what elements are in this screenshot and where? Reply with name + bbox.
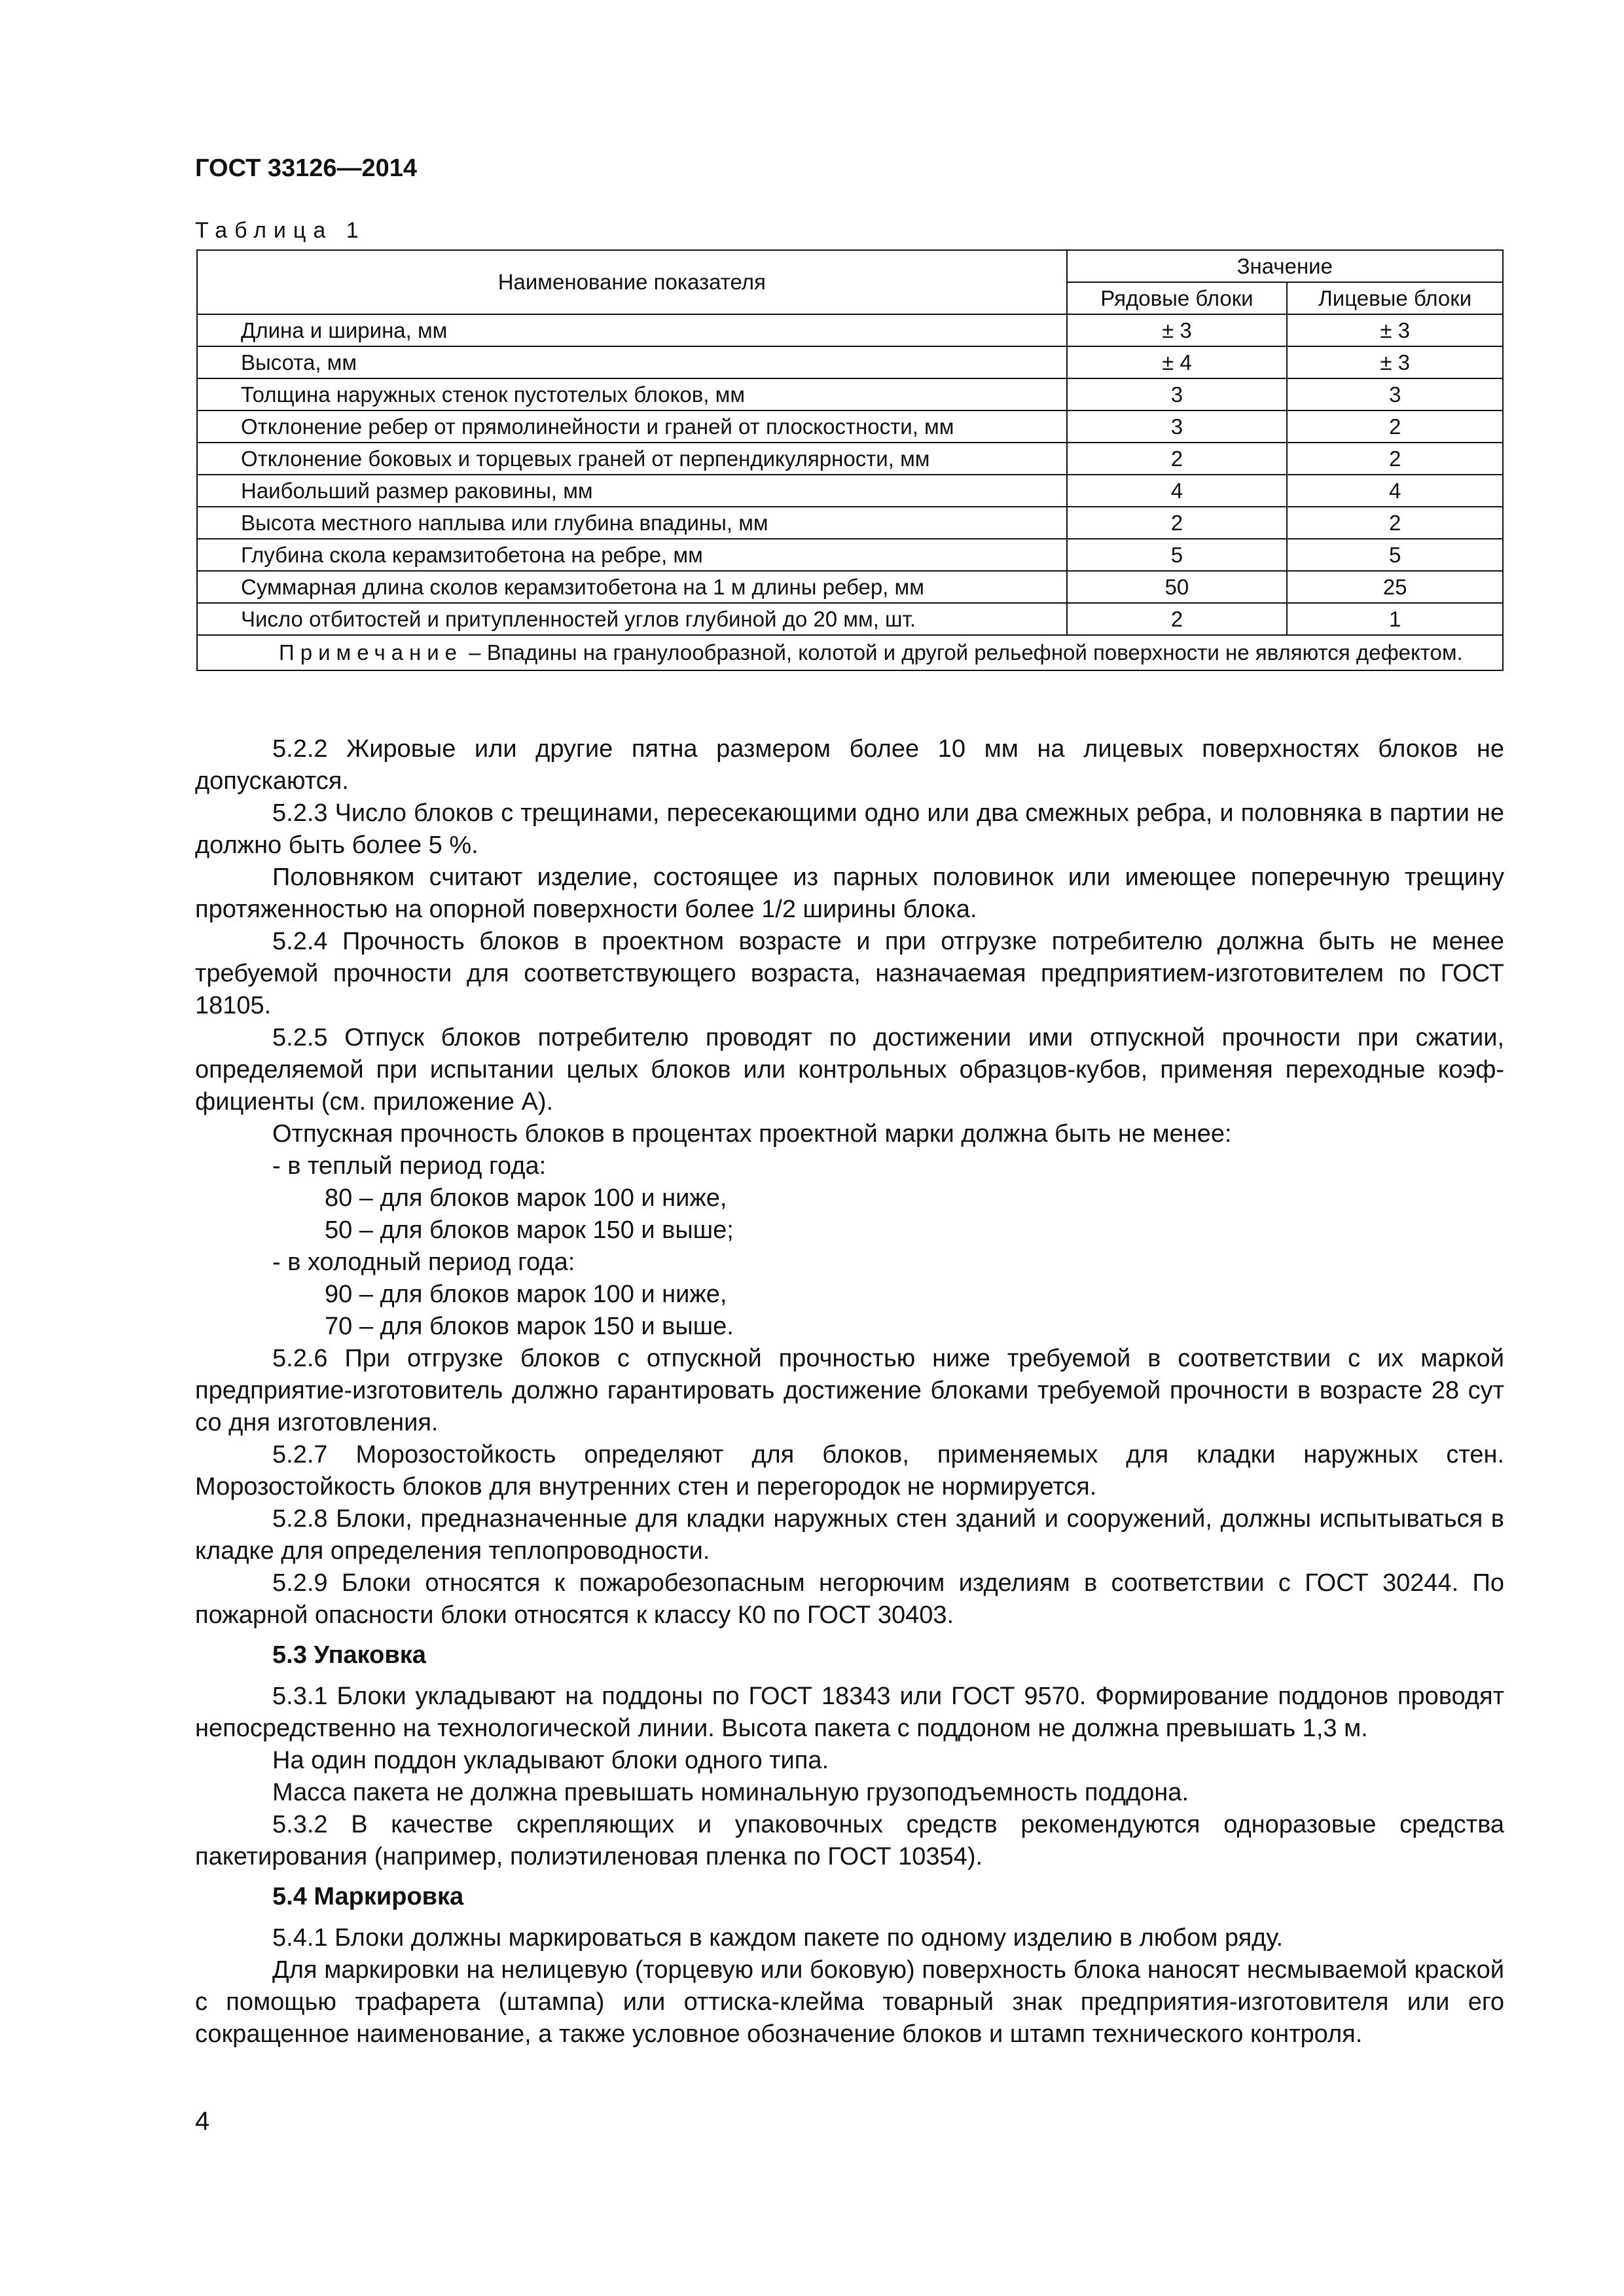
table-row [197,603,1503,635]
paragraph-5-2-3: 5.2.3 Число блоков с трещинами, пересекающими одно или два смежных ребра, и половняка в партии не должно быть более 5 %. [195,799,1504,859]
paragraph-5-3-2: 5.3.2 В качестве скрепляющих и упаковочных средств рекомендуются одноразовые средства пакетирования (например, полиэтиленовая пленка по ГОСТ 10354). [195,1811,1504,1870]
paragraph-5-2-8: 5.2.8 Блоки, предназначенные для кладки наружных стен зданий и сооружений, должны испытываться в кладке для определения теплопроводности. [195,1505,1504,1565]
row-ordinary-value: 4 [1067,475,1288,507]
row-facing-value: 3 [1287,378,1503,410]
row-ordinary-value: 3 [1067,378,1288,410]
row-name: Толщина наружных стенок пустотелых блоков, мм [197,378,1067,410]
row-name: Суммарная длина сколов керамзитобетона на 1 м длины ребер, мм [197,571,1067,603]
table-row [197,507,1503,539]
row-ordinary-value: ± 3 [1067,314,1288,346]
paragraph-mass: Масса пакета не должна превышать номинальную грузоподъемность поддона. [272,1779,1189,1806]
page-number: 4 [195,2107,210,2136]
note-label: Примечание [279,640,463,665]
paragraph-5-3-1: 5.3.1 Блоки укладывают на поддоны по ГОСТ 18343 или ГОСТ 9570. Формирование поддонов проводят непосредственно на технологической линии. Высота пакета с поддоном не должна превышать 1,3 м. [195,1683,1504,1742]
paragraph-one-type: На один поддон укладывают блоки одного типа. [272,1747,829,1774]
paragraph-5-2-6: 5.2.6 При отгрузке блоков с отпускной прочностью ниже требуемой в соответствии с их маркой предприятие-изготовитель должно гарантировать достижение блоками требуемой прочности в возрасте 28 сут со дня изготовления. [195,1345,1504,1436]
row-facing-value: 4 [1287,475,1503,507]
paragraph-otpusk: Отпускная прочность блоков в процентах проектной марки должна быть не менее: [272,1120,1232,1148]
paragraph-5-2-9: 5.2.9 Блоки относятся к пожаробезопасным негорючим изделиям в соответствии с ГОСТ 30244. По пожарной опасности блоки относятся к классу К0 по ГОСТ 30403. [195,1569,1504,1629]
row-facing-value: 25 [1287,571,1503,603]
paragraph-5-2-2: 5.2.2 Жировые или другие пятна размером более 10 мм на лицевых поверхностях блоков не допускаются. [195,735,1504,795]
table-row [197,539,1503,571]
section-heading-5-3: 5.3 Упаковка [272,1641,426,1669]
paragraph-marking: Для маркировки на нелицевую (торцевую или боковую) поверхность блока наносят несмываемой краской с помощью трафарета (штампа) или оттиска-клейма товарный знак предприятия-изготовителя или его сокращенное наименование, а также условное обозначение блоков и штамп технического контроля. [195,1956,1504,2048]
header-ordinary-blocks: Рядовые блоки [1067,282,1288,314]
header-indicator-name: Наименование показателя [197,250,1067,314]
paragraph-5-2-4: 5.2.4 Прочность блоков в проектном возрасте и при отгрузке потребителю должна быть не менее требуемой прочности для соответствующего возраста, назначаемая предприятием-изготовителем по ГОСТ 18105. [195,928,1504,1019]
row-facing-value: ± 3 [1287,314,1503,346]
header-facing-blocks: Лицевые блоки [1287,282,1503,314]
row-facing-value: ± 3 [1287,346,1503,378]
tolerance-table [196,249,1504,671]
table-header-row [197,250,1503,282]
paragraph-5-4-1: 5.4.1 Блоки должны маркироваться в каждом пакете по одному изделию в любом ряду. [272,1924,1284,1952]
list-item: 80 – для блоков марок 100 и ниже, [325,1184,727,1212]
row-name: Отклонение боковых и торцевых граней от перпендикулярности, мм [197,443,1067,475]
paragraph-5-2-7: 5.2.7 Морозостойкость определяют для блоков, применяемых для кладки наружных стен. Морозостойкость блоков для внутренних стен и перегородок не нормируется. [195,1441,1504,1501]
standard-header: ГОСТ 33126—2014 [195,155,418,182]
table-row [197,475,1503,507]
body-text [195,733,1504,2050]
table-caption: Таблица 1 [195,218,366,243]
row-ordinary-value: 5 [1067,539,1288,571]
row-ordinary-value: 2 [1067,443,1288,475]
row-facing-value: 1 [1287,603,1503,635]
paragraph-5-2-5: 5.2.5 Отпуск блоков потребителю проводят по достижении ими отпускной прочности при сжатии, определяемой при испытании целых блоков или контрольных образцов-кубов, применяя переходные коэф-фициенты (см. приложение А). [195,1024,1504,1116]
table-row [197,410,1503,443]
table-row [197,314,1503,346]
table-row [197,378,1503,410]
list-item: 70 – для блоков марок 150 и выше. [325,1313,734,1340]
list-cold-period: - в холодный период года: [272,1248,575,1276]
section-heading-5-4: 5.4 Маркировка [272,1883,464,1910]
row-ordinary-value: ± 4 [1067,346,1288,378]
list-item: 50 – для блоков марок 150 и выше; [325,1216,734,1244]
row-facing-value: 2 [1287,443,1503,475]
row-facing-value: 5 [1287,539,1503,571]
table-note [197,635,1503,670]
table-row [197,571,1503,603]
row-name: Длина и ширина, мм [197,314,1067,346]
row-ordinary-value: 50 [1067,571,1288,603]
row-facing-value: 2 [1287,507,1503,539]
header-value: Значение [1067,250,1503,282]
row-name: Высота местного наплыва или глубина впадины, мм [197,507,1067,539]
row-name: Число отбитостей и притупленностей углов глубиной до 20 мм, шт. [197,603,1067,635]
row-ordinary-value: 3 [1067,410,1288,443]
table-row [197,346,1503,378]
table-note-row [197,635,1503,670]
row-ordinary-value: 2 [1067,507,1288,539]
row-ordinary-value: 2 [1067,603,1288,635]
list-item: 90 – для блоков марок 100 и ниже, [325,1281,727,1308]
table-row [197,443,1503,475]
row-name: Высота, мм [197,346,1067,378]
row-facing-value: 2 [1287,410,1503,443]
row-name: Отклонение ребер от прямолинейности и граней от плоскостности, мм [197,410,1067,443]
row-name: Наибольший размер раковины, мм [197,475,1067,507]
note-text: – Впадины на гранулообразной, колотой и другой рельефной поверхности не являются дефектом. [463,640,1463,665]
row-name: Глубина скола керамзитобетона на ребре, мм [197,539,1067,571]
list-warm-period: - в теплый период года: [272,1152,547,1180]
paragraph-polovnyak: Половняком считают изделие, состоящее из парных половинок или имеющее поперечную трещину протяженностью на опорной поверхности более 1/2 ширины блока. [195,864,1504,923]
